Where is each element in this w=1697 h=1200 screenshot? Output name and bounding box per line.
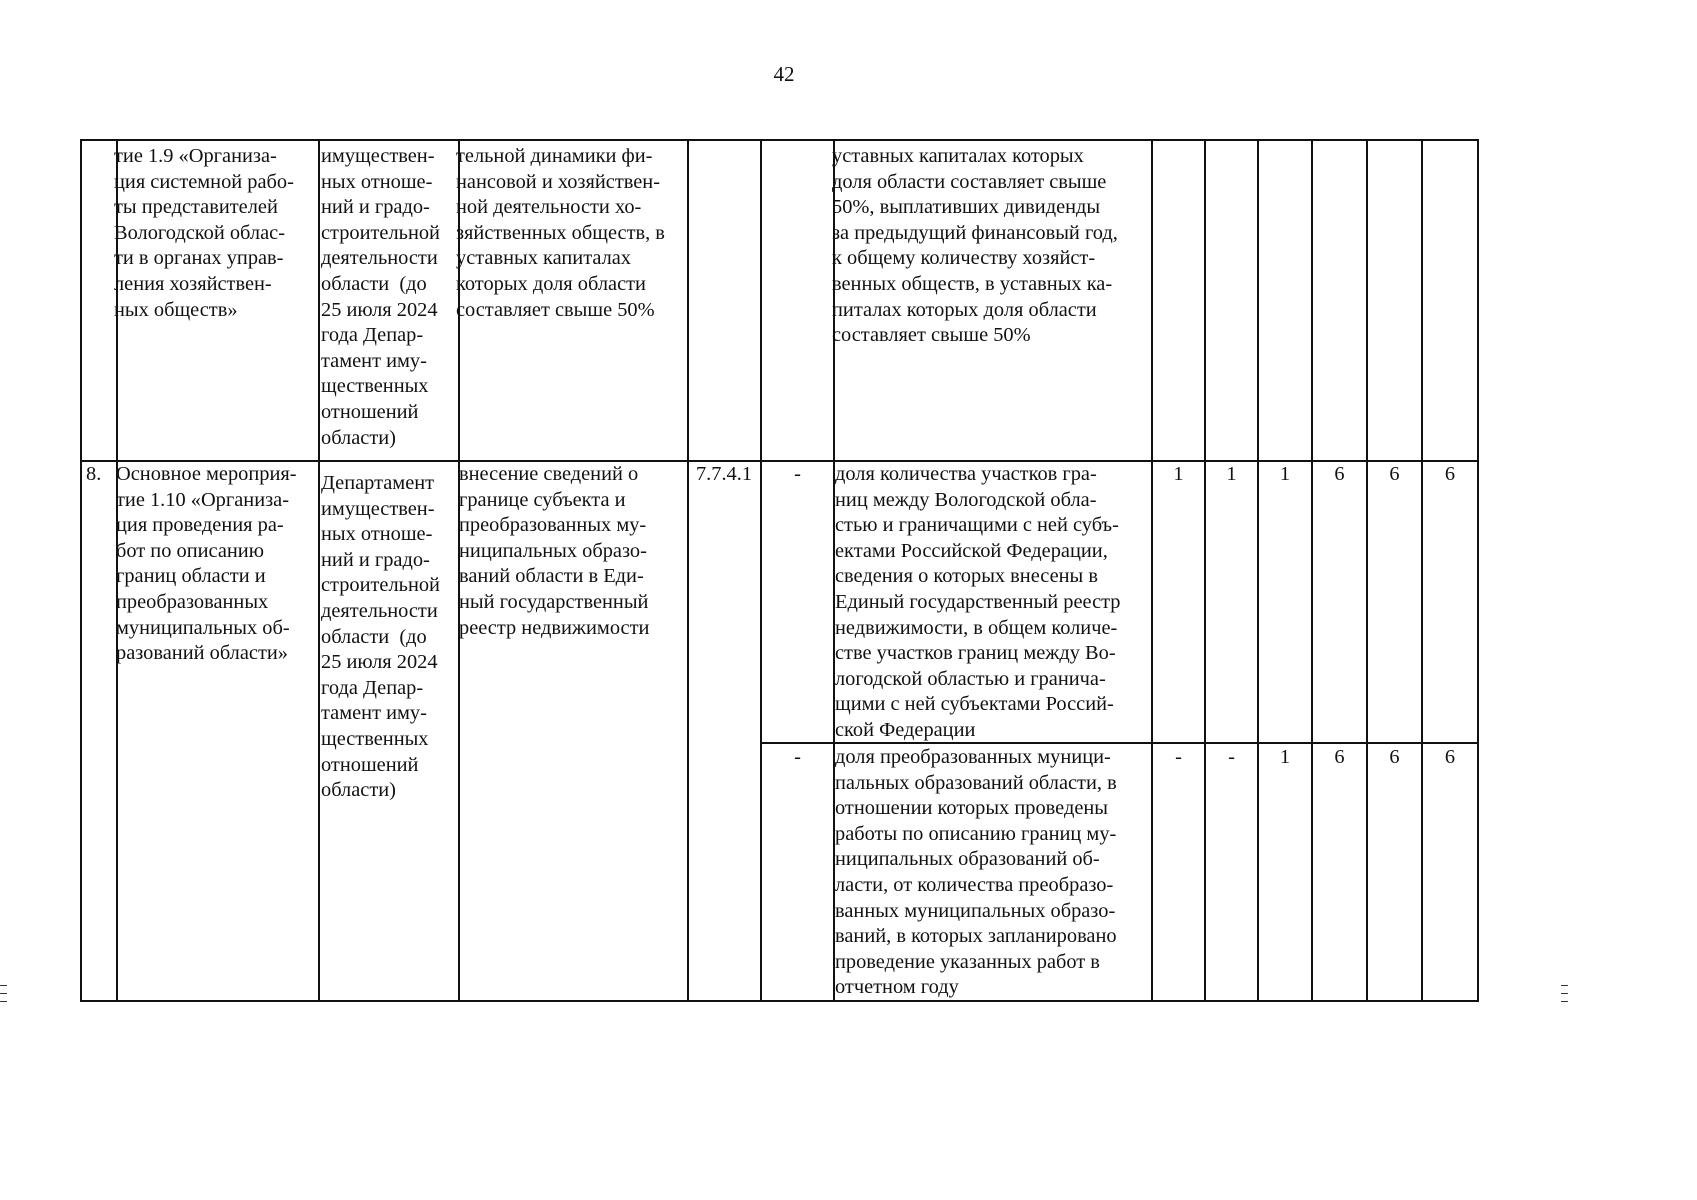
col-border [318,139,320,1001]
col-border [687,139,689,1001]
indicator1-value-4: 6 [1334,463,1345,485]
col-border [1151,139,1153,1001]
right-edge-mark [1561,985,1568,986]
indicator2-name: доля преобразованных муници- пальных образований области, в отношении которых проведены работы по описанию границ му- ниципальных образований об- ласти, от количества преобразо- ванных муниципальных образо- ваний, в которых запланировано проведение указанных работ в отчетном году [835,746,1117,999]
indicator2-value-1: - [1175,746,1182,768]
indicator2-value-4: 6 [1334,746,1345,768]
row2-executor: Департамент имуществен- ных отноше- ний и градо- строительной деятельности области (до 25 июля 2024 года Депар- тамент иму- щественных отношений области) [321,472,440,802]
indicator1-value-1: 1 [1173,463,1184,485]
col-border [760,139,762,1001]
indicator1-value-6: 6 [1444,463,1456,485]
col-border [1204,139,1206,1001]
page-number: 42 [773,62,795,86]
indicator2-value-5: 6 [1389,746,1400,768]
indicator2-dash: - [794,746,801,768]
row1-indicator-name: уставных капиталах которых доля области составляет свыше 50%, выплативших дивиденды за предыдущий финансовый год, к общему количеству хозяйст- венных обществ, в уставных ка- питалах которых доля области составляет свыше 50% [832,145,1118,347]
right-edge-mark [1561,1001,1568,1002]
row1-executor: имуществен- ных отноше- ний и градо- строительной деятельности области (до 25 июля 2024 года Депар- тамент иму- щественных отношений области) [321,145,440,449]
indicator1-value-2: 1 [1226,463,1237,485]
indicator1-value-5: 6 [1389,463,1400,485]
table-top-border [80,139,1479,141]
col-border [1366,139,1368,1001]
row1-result: тельной динамики фи- нансовой и хозяйствен- ной деятельности хо- зяйственных обществ, в уставных капиталах которых доля области составляет свыше 50% [456,145,665,321]
col-border [1257,139,1259,1001]
row2-code: 7.7.4.1 [695,463,753,485]
col-border [1311,139,1313,1001]
indicator2-value-3: 1 [1279,746,1291,768]
row1-event: тие 1.9 «Организа- ция системной рабо- ты представителей Вологодской облас- ти в органах управ- ления хозяйствен- ных обществ» [114,145,294,321]
left-edge-mark [0,1001,7,1002]
table-bottom-border [80,1000,1479,1002]
row2-number: 8. [86,463,102,485]
right-edge-mark [1561,993,1568,994]
left-edge-mark [0,985,7,986]
left-edge-mark [0,993,7,994]
measures-table [80,139,1479,1001]
col-border [80,139,82,1001]
col-border [1477,139,1479,1001]
indicator2-value-2: - [1228,746,1235,768]
indicator1-value-3: 1 [1279,463,1291,485]
row2-event: Основное мероприя- тие 1.10 «Организа- ция проведения ра- бот по описанию границ области и преобразованных муниципальных об- разований области» [116,463,297,665]
indicator2-value-6: 6 [1444,746,1456,768]
indicator1-name: доля количества участков гра- ниц между Вологодской обла- стью и граничащими с ней субъ- ектами Российской Федерации, сведения о которых внесены в Единый государственный реестр недвижимости, в общем количе- стве участков границ между Во- логодской областью и гранича- щими с ней субъектами Россий- ской Федерации [835,463,1121,741]
indicator1-dash: - [794,463,801,485]
row2-result: внесение сведений о границе субъекта и преобразованных му- ниципальных образо- ваний области в Еди- ный государственный реестр недвижимости [459,463,650,639]
col-border [1421,139,1423,1001]
